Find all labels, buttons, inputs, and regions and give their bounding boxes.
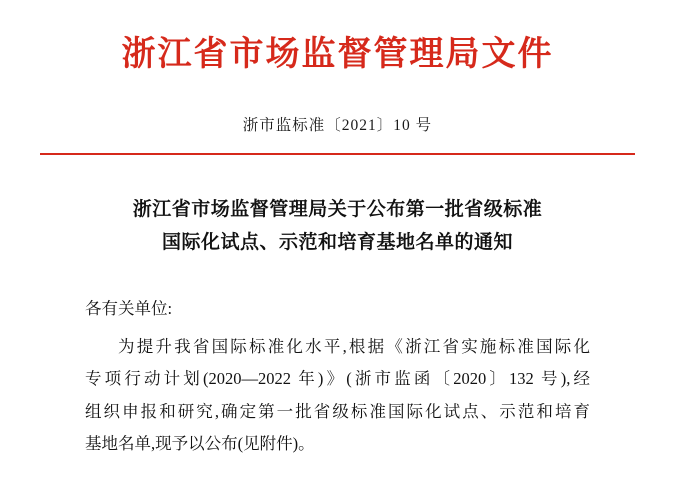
document-number: 浙市监标准〔2021〕10 号 xyxy=(242,116,433,134)
red-divider-rule xyxy=(40,153,635,155)
document-body xyxy=(85,293,590,460)
body-paragraph xyxy=(85,331,590,460)
body-line-1: 为提升我省国际标准化水平,根据《浙江省实施标准国际化 xyxy=(118,337,590,357)
body-line-4: 基地名单,现予以公布(见附件)。 xyxy=(85,433,315,453)
document-subject xyxy=(88,193,588,260)
document-header xyxy=(0,0,675,77)
salutation: 各有关单位: xyxy=(85,299,173,318)
subject-line-2: 国际化试点、示范和培育基地名单的通知 xyxy=(161,231,513,253)
body-line-3: 组织申报和研究,确定第一批省级标准国际化试点、示范和培育 xyxy=(85,401,590,421)
subject-line-1: 浙江省市场监督管理局关于公布第一批省级标准 xyxy=(132,198,543,220)
body-line-2: 专项行动计划(2020—2022 年)》(浙市监函〔2020〕132 号),经 xyxy=(85,369,590,389)
issuing-authority-title: 浙江省市场监督管理局文件 xyxy=(121,36,554,73)
